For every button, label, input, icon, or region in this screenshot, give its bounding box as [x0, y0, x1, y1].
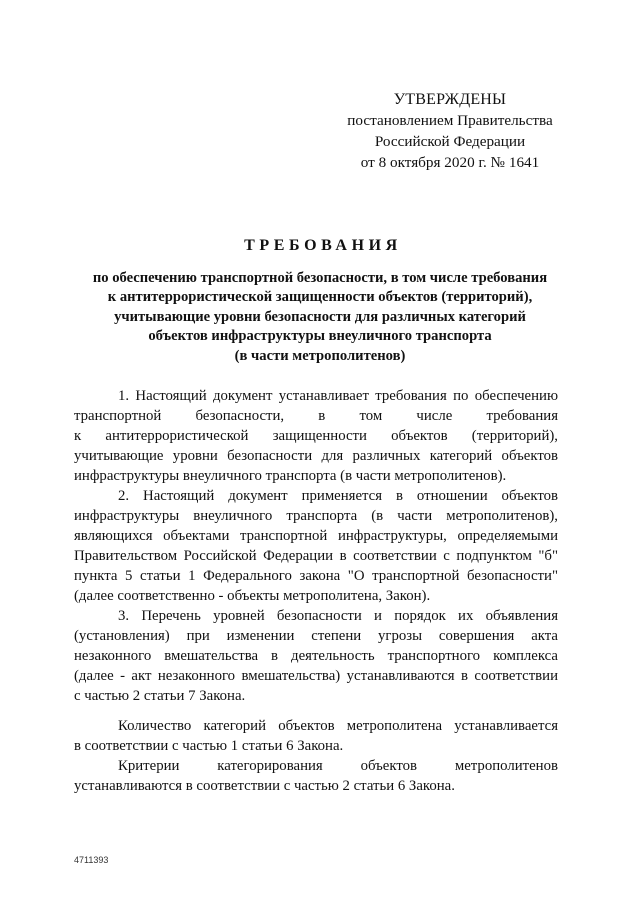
paragraph-line: учитывающие уровни безопасности для различных категорий объектов: [74, 448, 558, 464]
paragraph-line: (установления) при изменении степени угрозы совершения акта: [74, 628, 558, 644]
paragraph-5: [74, 756, 558, 796]
paragraph-line: 1. Настоящий документ устанавливает требования по обеспечению: [118, 388, 558, 404]
subtitle-line: по обеспечению транспортной безопасности, в том числе требования: [92, 270, 548, 286]
paragraph-line: в соответствии с частью 1 статьи 6 Закона.: [74, 738, 344, 754]
paragraph-line: незаконного вмешательства в деятельность транспортного комплекса: [74, 648, 558, 664]
document-body: [74, 386, 558, 796]
approval-line-2: Российской Федерации: [374, 133, 526, 150]
paragraph-line: транспортной безопасности, в том числе требования: [74, 408, 558, 424]
paragraph-4: [74, 716, 558, 756]
paragraph-line: инфраструктуры внеуличного транспорта (в части метрополитенов),: [74, 508, 558, 524]
paragraph-line: Критерии категорирования объектов метрополитенов: [118, 758, 558, 774]
paragraph-line: Правительством Российской Федерации в соответствии с подпунктом "б": [74, 548, 558, 564]
paragraph-line: 2. Настоящий документ применяется в отношении объектов: [118, 488, 558, 504]
paragraph-line: (далее - акт незаконного вмешательства) устанавливаются в соответствии: [74, 668, 558, 684]
paragraph-line: пункта 5 статьи 1 Федерального закона "О транспортной безопасности": [74, 568, 558, 584]
approval-line-1: постановлением Правительства: [347, 112, 553, 129]
subtitle-line: учитывающие уровни безопасности для различных категорий: [114, 308, 526, 325]
document-heading: [40, 236, 600, 366]
paragraph-line: инфраструктуры внеуличного транспорта (в части метрополитенов).: [74, 468, 507, 484]
paragraph-line: (далее соответственно - объекты метрополитена, Закон).: [74, 588, 431, 604]
document-code: 4711393: [74, 855, 109, 865]
subtitle-line: объектов инфраструктуры внеуличного транспорта: [148, 328, 492, 345]
paragraph-line: с частью 2 статьи 7 Закона.: [74, 688, 246, 704]
paragraph-1: [74, 386, 558, 486]
subtitle-line: к антитеррористической защищенности объектов (территорий),: [107, 289, 533, 306]
document-title: ТРЕБОВАНИЯ: [244, 237, 402, 254]
approved-label: УТВЕРЖДЕНЫ: [393, 91, 507, 108]
paragraph-line: 3. Перечень уровней безопасности и порядок их объявления: [118, 608, 558, 624]
paragraph-3: [74, 606, 558, 706]
paragraph-line: являющихся объектами транспортной инфраструктуры, определяемыми: [74, 528, 558, 544]
subtitle-line: (в части метрополитенов): [234, 347, 406, 364]
paragraph-line: к антитеррористической защищенности объектов (территорий),: [74, 428, 558, 444]
paragraph-line: устанавливаются в соответствии с частью 2 статьи 6 Закона.: [74, 778, 455, 794]
approval-stamp: [320, 89, 580, 173]
paragraph-2: [74, 486, 558, 606]
paragraph-line: Количество категорий объектов метрополитена устанавливается: [118, 718, 558, 734]
approval-line-3: от 8 октября 2020 г. № 1641: [360, 154, 540, 171]
document-subtitle: [40, 269, 600, 366]
